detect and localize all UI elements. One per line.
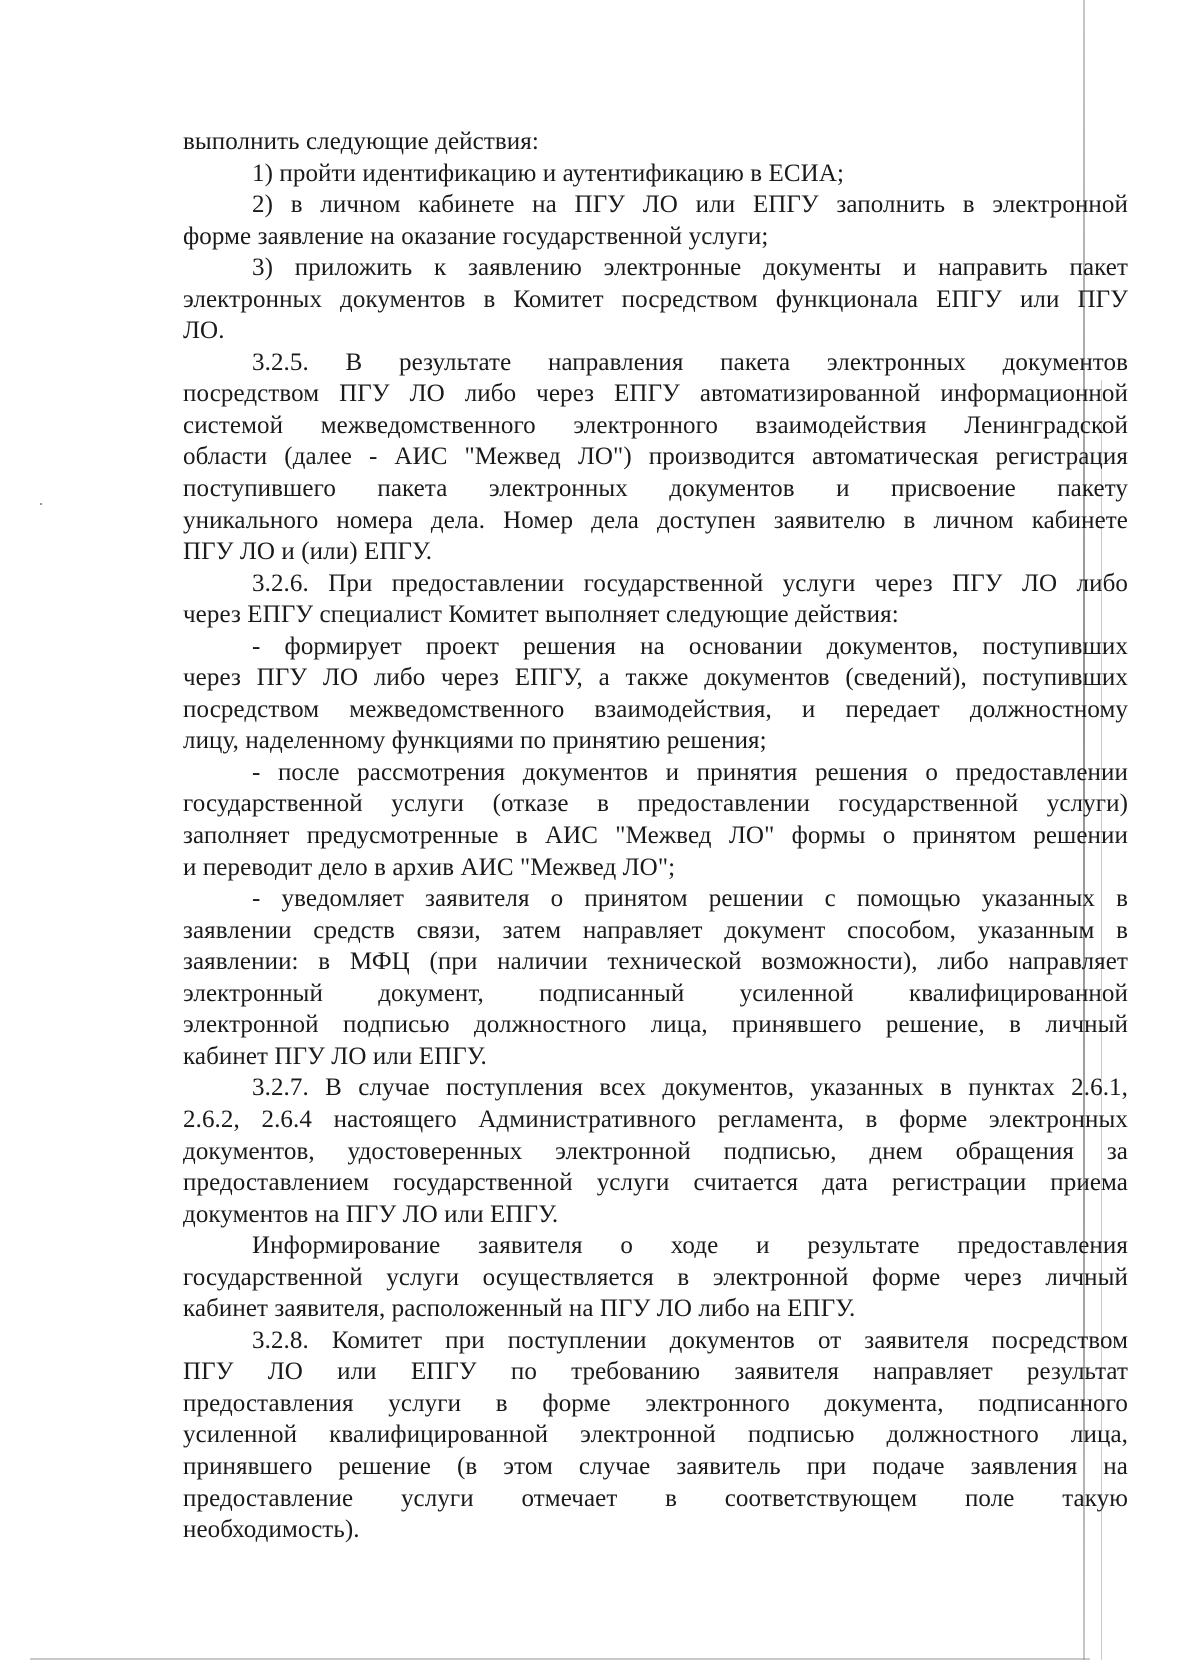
text-line: через ПГУ ЛО либо через ЕПГУ, а также документов (сведений), поступивших	[183, 664, 1128, 692]
text-line: 3.2.6. При предоставлении государственной услуги через ПГУ ЛО либо	[252, 569, 1128, 597]
text-line: 3.2.5. В результате направления пакета электронных документов	[252, 348, 1128, 376]
text-line: системой межведомственного электронного взаимодействия Ленинградской	[183, 411, 1128, 439]
text-line: ПГУ ЛО или ЕПГУ по требованию заявителя направляет результат	[183, 1358, 1128, 1386]
text-line: - формирует проект решения на основании документов, поступивших	[252, 632, 1128, 660]
text-line: уникального номера дела. Номер дела доступен заявителю в личном кабинете	[183, 506, 1128, 534]
text-line: предоставлением государственной услуги считается дата регистрации приема	[183, 1169, 1128, 1197]
text-line: форме заявление на оказание государственной услуги;	[183, 222, 769, 250]
scan-artifact-horizontal-line	[30, 1658, 1090, 1660]
text-line: документов на ПГУ ЛО или ЕПГУ.	[183, 1200, 559, 1228]
text-line: государственной услуги (отказе в предоставлении государственной услуги)	[183, 790, 1128, 818]
text-line: посредством ПГУ ЛО либо через ЕПГУ автоматизированной информационной	[183, 380, 1128, 408]
text-line: через ЕПГУ специалист Комитет выполняет следующие действия:	[183, 601, 899, 629]
text-line: лицу, наделенному функциями по принятию решения;	[183, 727, 767, 755]
text-line: электронных документов в Комитет посредством функционала ЕПГУ или ПГУ	[183, 285, 1128, 313]
text-line: электронный документ, подписанный усиленной квалифицированной	[183, 979, 1128, 1007]
text-line: 1) пройти идентификацию и аутентификацию в ЕСИА;	[252, 159, 845, 187]
text-line: 3.2.7. В случае поступления всех документов, указанных в пунктах 2.6.1,	[252, 1074, 1128, 1102]
text-line: 3.2.8. Комитет при поступлении документов от заявителя посредством	[252, 1326, 1128, 1354]
text-line: необходимость).	[183, 1516, 360, 1544]
text-line: посредством межведомственного взаимодействия, и передает должностному	[183, 695, 1128, 723]
text-line: предоставления услуги в форме электронного документа, подписанного	[183, 1389, 1128, 1417]
text-line: усиленной квалифицированной электронной подписью должностного лица,	[183, 1421, 1128, 1449]
text-line: и переводит дело в архив АИС "Межвед ЛО";	[183, 853, 676, 881]
text-line: 2) в личном кабинете на ПГУ ЛО или ЕПГУ заполнить в электронной	[252, 191, 1128, 219]
text-line: заполняет предусмотренные в АИС "Межвед ЛО" формы о принятом решении	[183, 822, 1128, 850]
text-line: - после рассмотрения документов и принятия решения о предоставлении	[252, 758, 1128, 786]
text-line: заявлении средств связи, затем направляет документ способом, указанным в	[183, 916, 1128, 944]
text-line: кабинет ПГУ ЛО или ЕПГУ.	[183, 1042, 487, 1070]
text-line: принявшего решение (в этом случае заявитель при подаче заявления на	[183, 1452, 1128, 1480]
text-line: государственной услуги осуществляется в электронной форме через личный	[183, 1263, 1128, 1291]
text-line: поступившего пакета электронных документов и присвоение пакету	[183, 475, 1128, 503]
text-line: кабинет заявителя, расположенный на ПГУ ЛО либо на ЕПГУ.	[183, 1295, 856, 1323]
text-line: документов, удостоверенных электронной подписью, днем обращения за	[183, 1137, 1128, 1165]
text-line: Информирование заявителя о ходе и результате предоставления	[252, 1232, 1128, 1260]
text-line: заявлении: в МФЦ (при наличии технической возможности), либо направляет	[183, 948, 1128, 976]
text-line: предоставление услуги отмечает в соответствующем поле такую	[183, 1484, 1128, 1512]
text-line: ЛО.	[183, 317, 225, 345]
text-line: - уведомляет заявителя о принятом решении с помощью указанных в	[252, 885, 1128, 913]
text-line: ПГУ ЛО и (или) ЕПГУ.	[183, 538, 433, 566]
text-line: электронной подписью должностного лица, принявшего решение, в личный	[183, 1011, 1128, 1039]
text-line: 3) приложить к заявлению электронные документы и направить пакет	[252, 254, 1128, 282]
scan-artifact-dot	[40, 503, 42, 505]
text-line: 2.6.2, 2.6.4 настоящего Административного регламента, в форме электронных	[183, 1105, 1128, 1133]
document-body-text	[183, 126, 1128, 1546]
text-line: выполнить следующие действия:	[183, 128, 539, 155]
text-line: области (далее - АИС "Межвед ЛО") производится автоматическая регистрация	[183, 443, 1128, 471]
